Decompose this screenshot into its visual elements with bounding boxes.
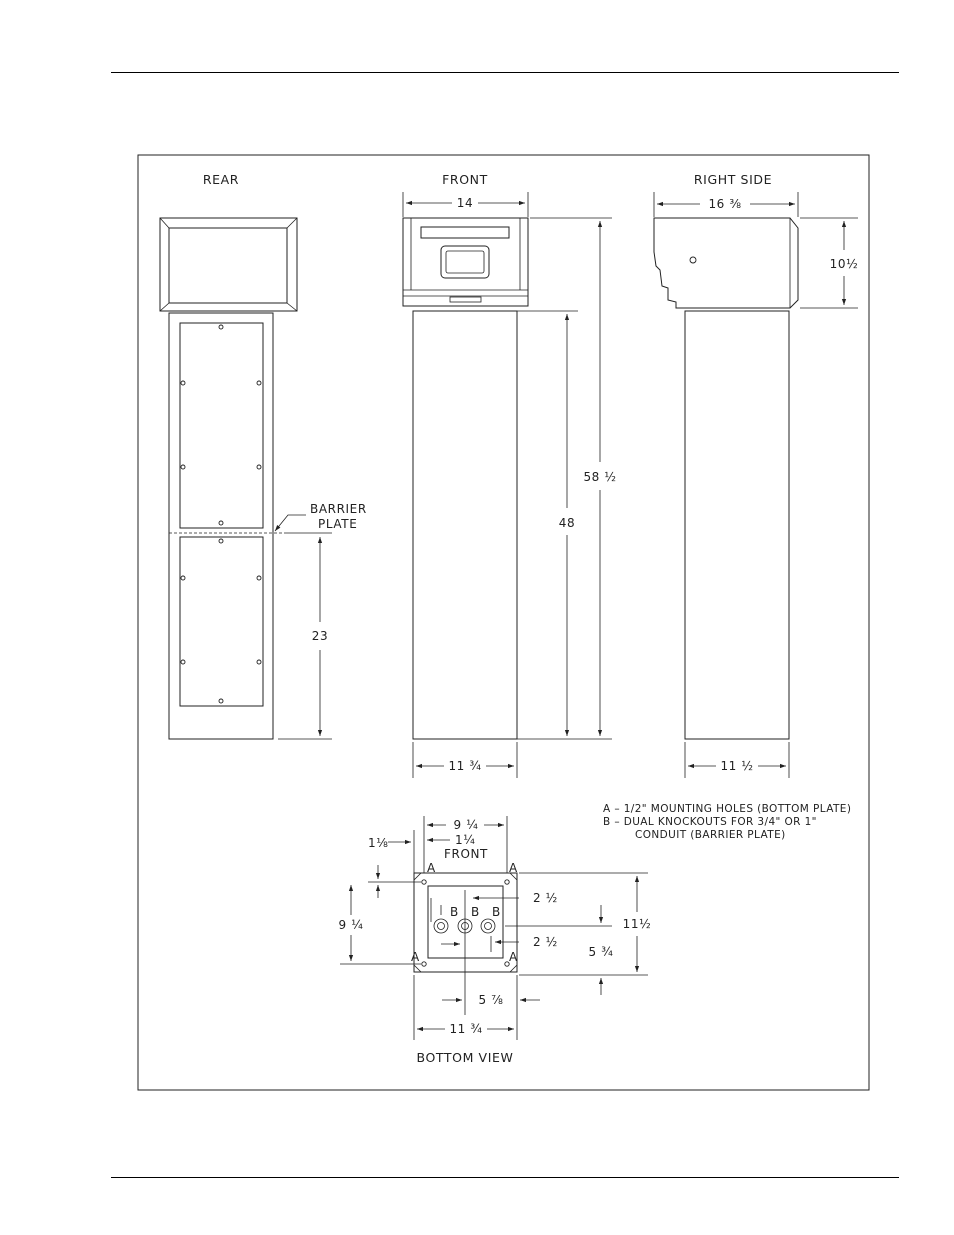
bottom-front-label: FRONT — [444, 847, 488, 861]
knockout-label-b3: B — [492, 905, 501, 919]
bottom-dim-5-78: 5 ⅞ — [478, 993, 504, 1007]
bottom-dim-11-12: 11½ — [622, 917, 652, 931]
bottom-view-label: BOTTOM VIEW — [416, 1050, 514, 1065]
note-a: A – 1/2" MOUNTING HOLES (BOTTOM PLATE) — [603, 803, 852, 815]
front-view — [403, 172, 617, 778]
right-side-view — [654, 172, 858, 778]
rear-screw-holes — [181, 325, 261, 703]
front-dim-48: 48 — [558, 516, 576, 530]
rear-view-label: REAR — [202, 172, 240, 187]
rear-head-inner — [169, 228, 287, 303]
hole-label-a-tl: A — [427, 861, 436, 875]
side-dim-16-38: 16 ⅜ — [708, 197, 742, 211]
barrier-label-line2: PLATE — [318, 517, 358, 531]
side-key-lock — [690, 257, 696, 263]
front-view-label: FRONT — [442, 172, 488, 187]
bottom-dim-1-18: 1⅛ — [368, 836, 389, 850]
barrier-leader — [275, 515, 306, 531]
bottom-dim-11-34: 11 ¾ — [449, 1022, 483, 1036]
bottom-dim-9-14-left: 9 ¼ — [338, 918, 364, 932]
bottom-dim-5-34: 5 ¾ — [588, 945, 614, 959]
front-dim-11-34: 11 ¾ — [448, 759, 482, 773]
rear-view — [160, 172, 367, 739]
legend-notes — [603, 803, 851, 841]
bottom-dim-2-12-upper: 2 ½ — [533, 891, 558, 905]
note-b-line2: CONDUIT (BARRIER PLATE) — [635, 829, 786, 841]
right-side-view-label: RIGHT SIDE — [693, 172, 773, 187]
barrier-label-line1: BARRIER — [310, 502, 367, 516]
rear-post — [169, 313, 273, 739]
side-post — [685, 311, 789, 739]
bottom-inner-opening — [428, 886, 503, 958]
front-post — [413, 311, 517, 739]
bottom-dim-9-14-top: 9 ¼ — [453, 818, 479, 832]
rear-upper-panel — [180, 323, 263, 528]
rear-lower-panel — [180, 537, 263, 706]
front-display-slot — [421, 227, 509, 238]
hole-label-a-tr: A — [509, 861, 518, 875]
knockout-label-b2: B — [471, 905, 480, 919]
bottom-view — [339, 816, 652, 1065]
side-dim-10-12: 10½ — [829, 257, 859, 271]
rear-head-outer — [160, 218, 297, 311]
front-dim-14: 14 — [456, 196, 474, 210]
side-head — [654, 218, 798, 308]
conduit-knockouts — [434, 919, 495, 933]
note-b-line1: B – DUAL KNOCKOUTS FOR 3/4" OR 1" — [603, 816, 817, 828]
hole-label-a-br: A — [509, 950, 518, 964]
bottom-dim-1-14: 1¼ — [455, 833, 476, 847]
knockout-label-b1: B — [450, 905, 459, 919]
rear-dim-23: 23 — [311, 629, 329, 643]
side-dim-11-12: 11 ½ — [720, 759, 754, 773]
front-slot-bottom — [450, 297, 481, 302]
front-dim-58-half: 58 ½ — [583, 470, 617, 484]
hole-label-a-bl: A — [411, 950, 420, 964]
bottom-dim-2-12-lower: 2 ½ — [533, 935, 558, 949]
